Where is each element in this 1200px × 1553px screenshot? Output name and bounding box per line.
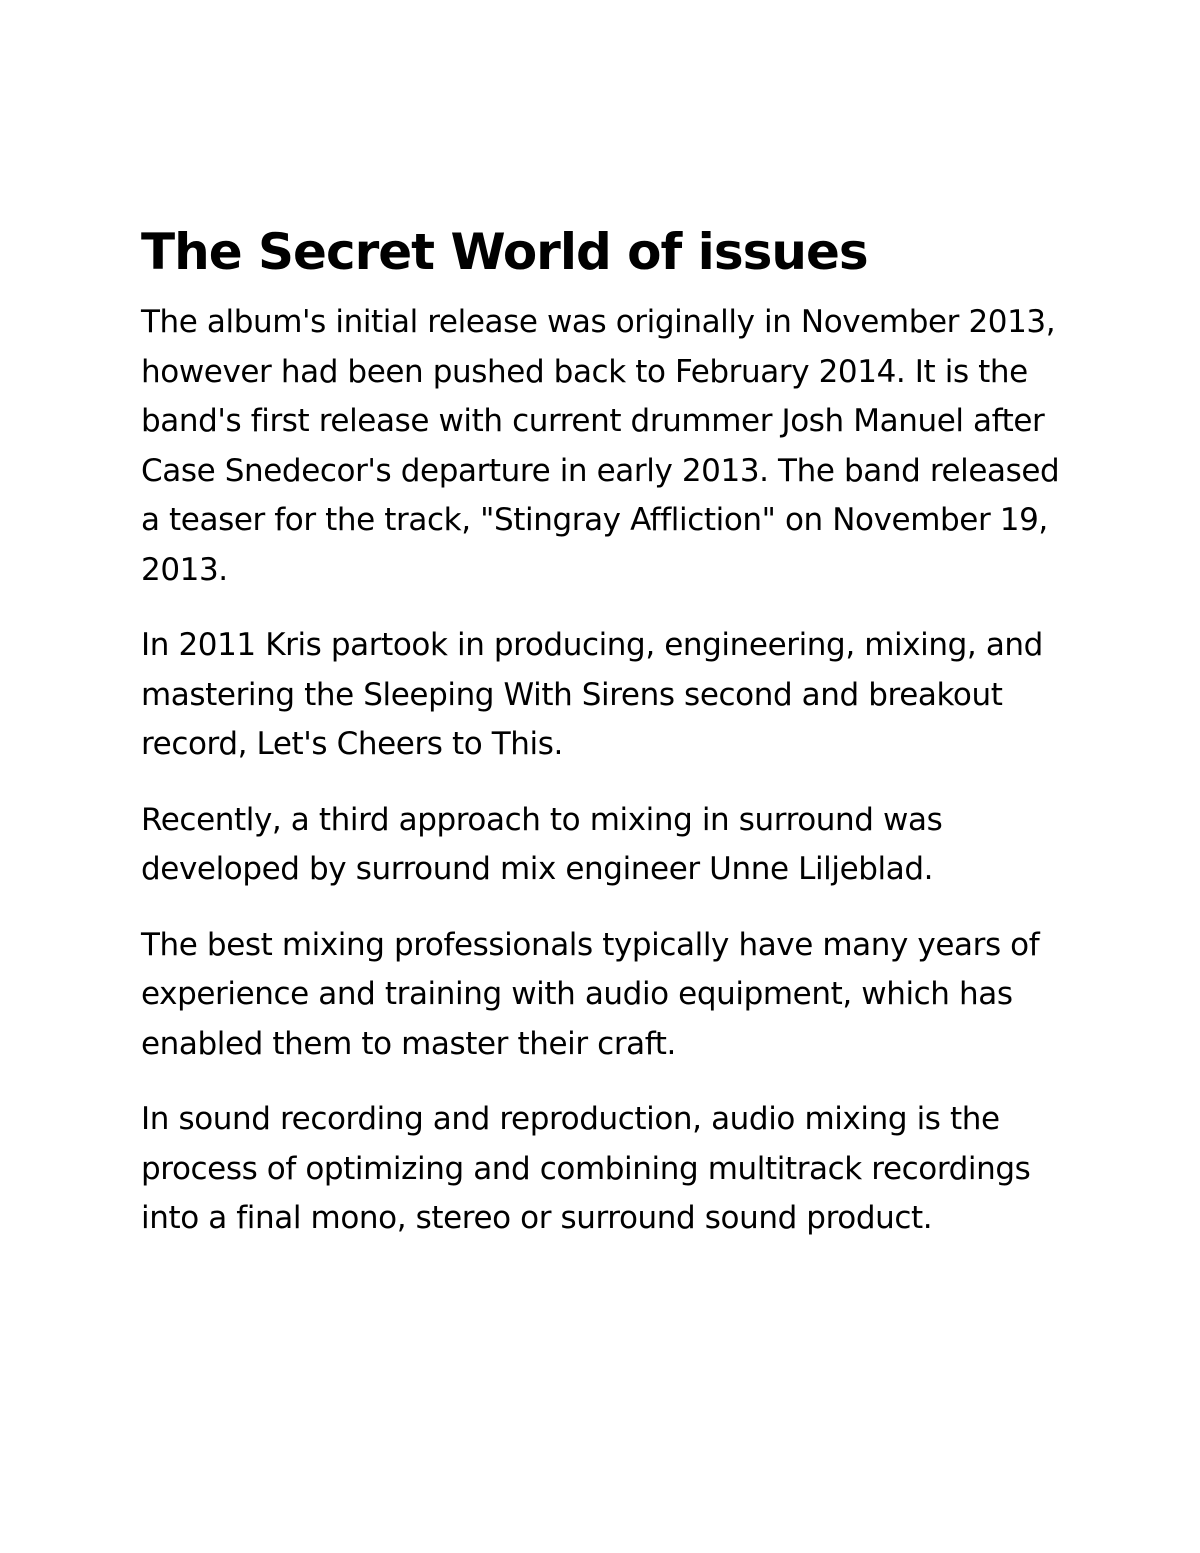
paragraph-4: The best mixing professionals typically have many years of experience and training with audio equipment, which has enabled them to master their craft. — [141, 926, 1040, 1062]
paragraph-3: Recently, a third approach to mixing in surround was developed by surround mix engineer Unne Liljeblad. — [141, 801, 943, 887]
paragraph-2: In 2011 Kris partook in producing, engineering, mixing, and mastering the Sleeping With Sirens second and breakout record, Let's Cheers to This. — [141, 627, 1043, 762]
document-page — [141, 220, 1071, 1270]
paragraph-1: The album's initial release was originally in November 2013, however had been pushed back to February 2014. It is the band's first release with current drummer Josh Manuel after Case Snedecor's departure in early 2013. The band released a teaser for the track, "Stingray Affliction" on November 19, 2013. — [141, 304, 1060, 588]
paragraph-5: In sound recording and reproduction, audio mixing is the process of optimizing and combining multitrack recordings into a final mono, stereo or surround sound product. — [141, 1101, 1031, 1236]
page-title: The Secret World of issues — [141, 223, 868, 281]
